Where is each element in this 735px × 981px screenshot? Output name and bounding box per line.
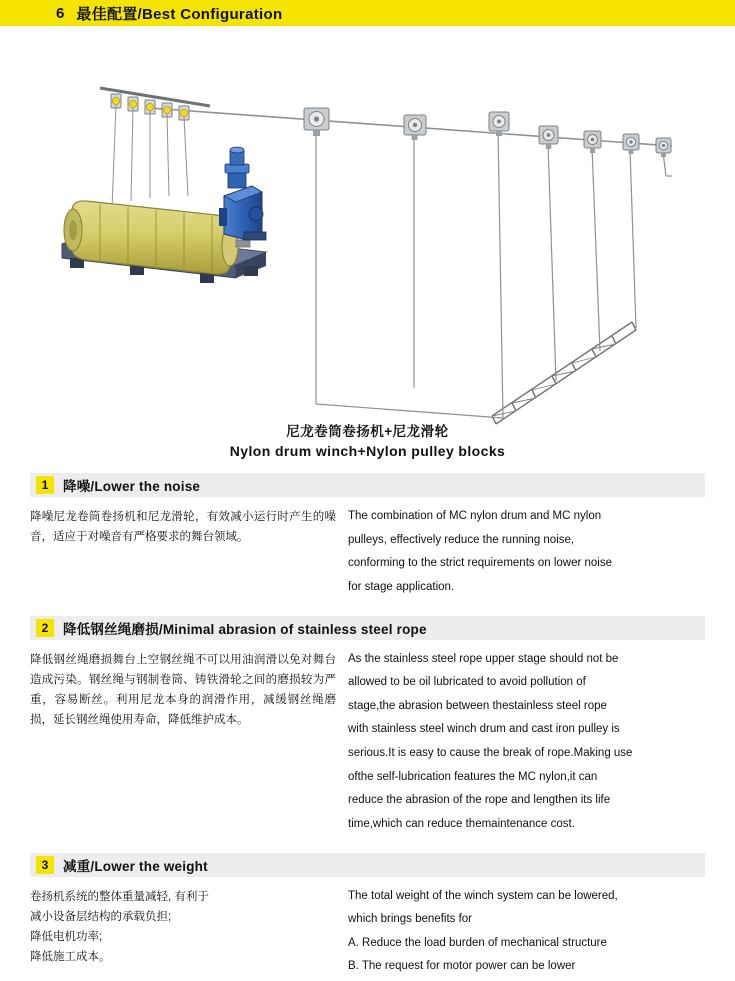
en-line: stage,the abrasion between thestainless steel rope xyxy=(348,697,693,716)
en-line: reduce the abrasion of the rope and lengthen its life xyxy=(348,791,693,810)
pulley-block xyxy=(656,138,671,157)
section-3-number: 3 xyxy=(36,856,54,874)
en-line: ofthe self-lubrication features the MC nylon,it can xyxy=(348,768,693,787)
pulley-block xyxy=(584,131,601,153)
section-1-number: 1 xyxy=(36,476,54,494)
section-3-cn-text xyxy=(30,887,336,968)
section-2-bar xyxy=(30,616,705,640)
en-line: The combination of MC nylon drum and MC nylon xyxy=(348,507,693,526)
en-line: pulleys, effectively reduce the running noise, xyxy=(348,531,693,550)
section-1-cn-text: 降噪尼龙卷筒卷扬机和尼龙滑轮，有效减小运行时产生的噪音，适应于对噪音有严格要求的舞台领域。 xyxy=(30,507,336,547)
section-1-cn-column xyxy=(30,507,348,602)
cn-line: 卷扬机系统的整体重量减轻, 有利于 xyxy=(30,887,336,907)
cn-line: 降低施工成本。 xyxy=(30,947,336,967)
section-2-number: 2 xyxy=(36,619,54,637)
section-2-en-column xyxy=(348,650,693,839)
section-number: 6 xyxy=(56,5,64,22)
section-1-title: 降噪/Lower the noise xyxy=(63,475,200,495)
pulley-block xyxy=(539,126,558,149)
left-pulley-rack xyxy=(100,88,210,208)
en-line: which brings benefits for xyxy=(348,910,693,929)
section-2-en-text xyxy=(348,650,693,834)
en-line: B. The request for motor power can be lower xyxy=(348,957,693,976)
section-3-en-text xyxy=(348,887,693,977)
section-3-title: 减重/Lower the weight xyxy=(63,855,208,875)
section-title: 最佳配置/Best Configuration xyxy=(76,3,282,24)
en-line: The total weight of the winch system can be lowered, xyxy=(348,887,693,906)
en-line: time,which can reduce themaintenance cost. xyxy=(348,815,693,834)
section-1-body xyxy=(30,507,705,602)
en-line: As the stainless steel rope upper stage should not be xyxy=(348,650,693,669)
cn-line: 降低电机功率; xyxy=(30,927,336,947)
pulley-block xyxy=(304,108,329,136)
section-3-en-column xyxy=(348,887,693,981)
section-1 xyxy=(30,473,705,602)
section-3 xyxy=(30,853,705,981)
section-2-cn-text: 降低钢丝绳磨损舞台上空钢丝绳不可以用油润滑以免对舞台造成污染。钢丝绳与钢制卷筒、铸铁滑轮之间的磨损较为严重，容易断丝。利用尼龙本身的润滑作用，减缓钢丝绳磨损，延长钢丝绳使用寿命，降低维护成本。 xyxy=(30,650,336,731)
section-3-cn-column xyxy=(30,887,348,981)
section-3-body xyxy=(30,887,705,981)
section-3-bar xyxy=(30,853,705,877)
illustration-winch-system xyxy=(0,26,735,426)
pulley-block xyxy=(623,134,639,154)
pulley-block xyxy=(404,115,426,140)
caption-cn: 尼龙卷筒卷扬机+尼龙滑轮 xyxy=(0,420,735,440)
section-1-en-text xyxy=(348,507,693,597)
cn-line: 减小设备层结构的承载负担; xyxy=(30,907,336,927)
en-line: conforming to the strict requirements on lower noise xyxy=(348,554,693,573)
section-header-bar xyxy=(0,0,735,26)
en-line: with stainless steel winch drum and cast iron pulley is xyxy=(348,720,693,739)
en-line: A. Reduce the load burden of mechanical structure xyxy=(348,934,693,953)
en-line: for stage application. xyxy=(348,578,693,597)
section-2-cn-column xyxy=(30,650,348,839)
section-2-title: 降低钢丝绳磨损/Minimal abrasion of stainless steel rope xyxy=(63,618,427,638)
section-2-body xyxy=(30,650,705,839)
motor-gearbox xyxy=(219,147,266,240)
section-1-bar xyxy=(30,473,705,497)
caption-en: Nylon drum winch+Nylon pulley blocks xyxy=(0,443,735,459)
section-1-en-column xyxy=(348,507,693,602)
winch-diagram-svg xyxy=(0,26,735,426)
en-line: allowed to be oil lubricated to avoid pollution of xyxy=(348,673,693,692)
en-line: serious.It is easy to cause the break of rope.Making use xyxy=(348,744,693,763)
section-2 xyxy=(30,616,705,839)
